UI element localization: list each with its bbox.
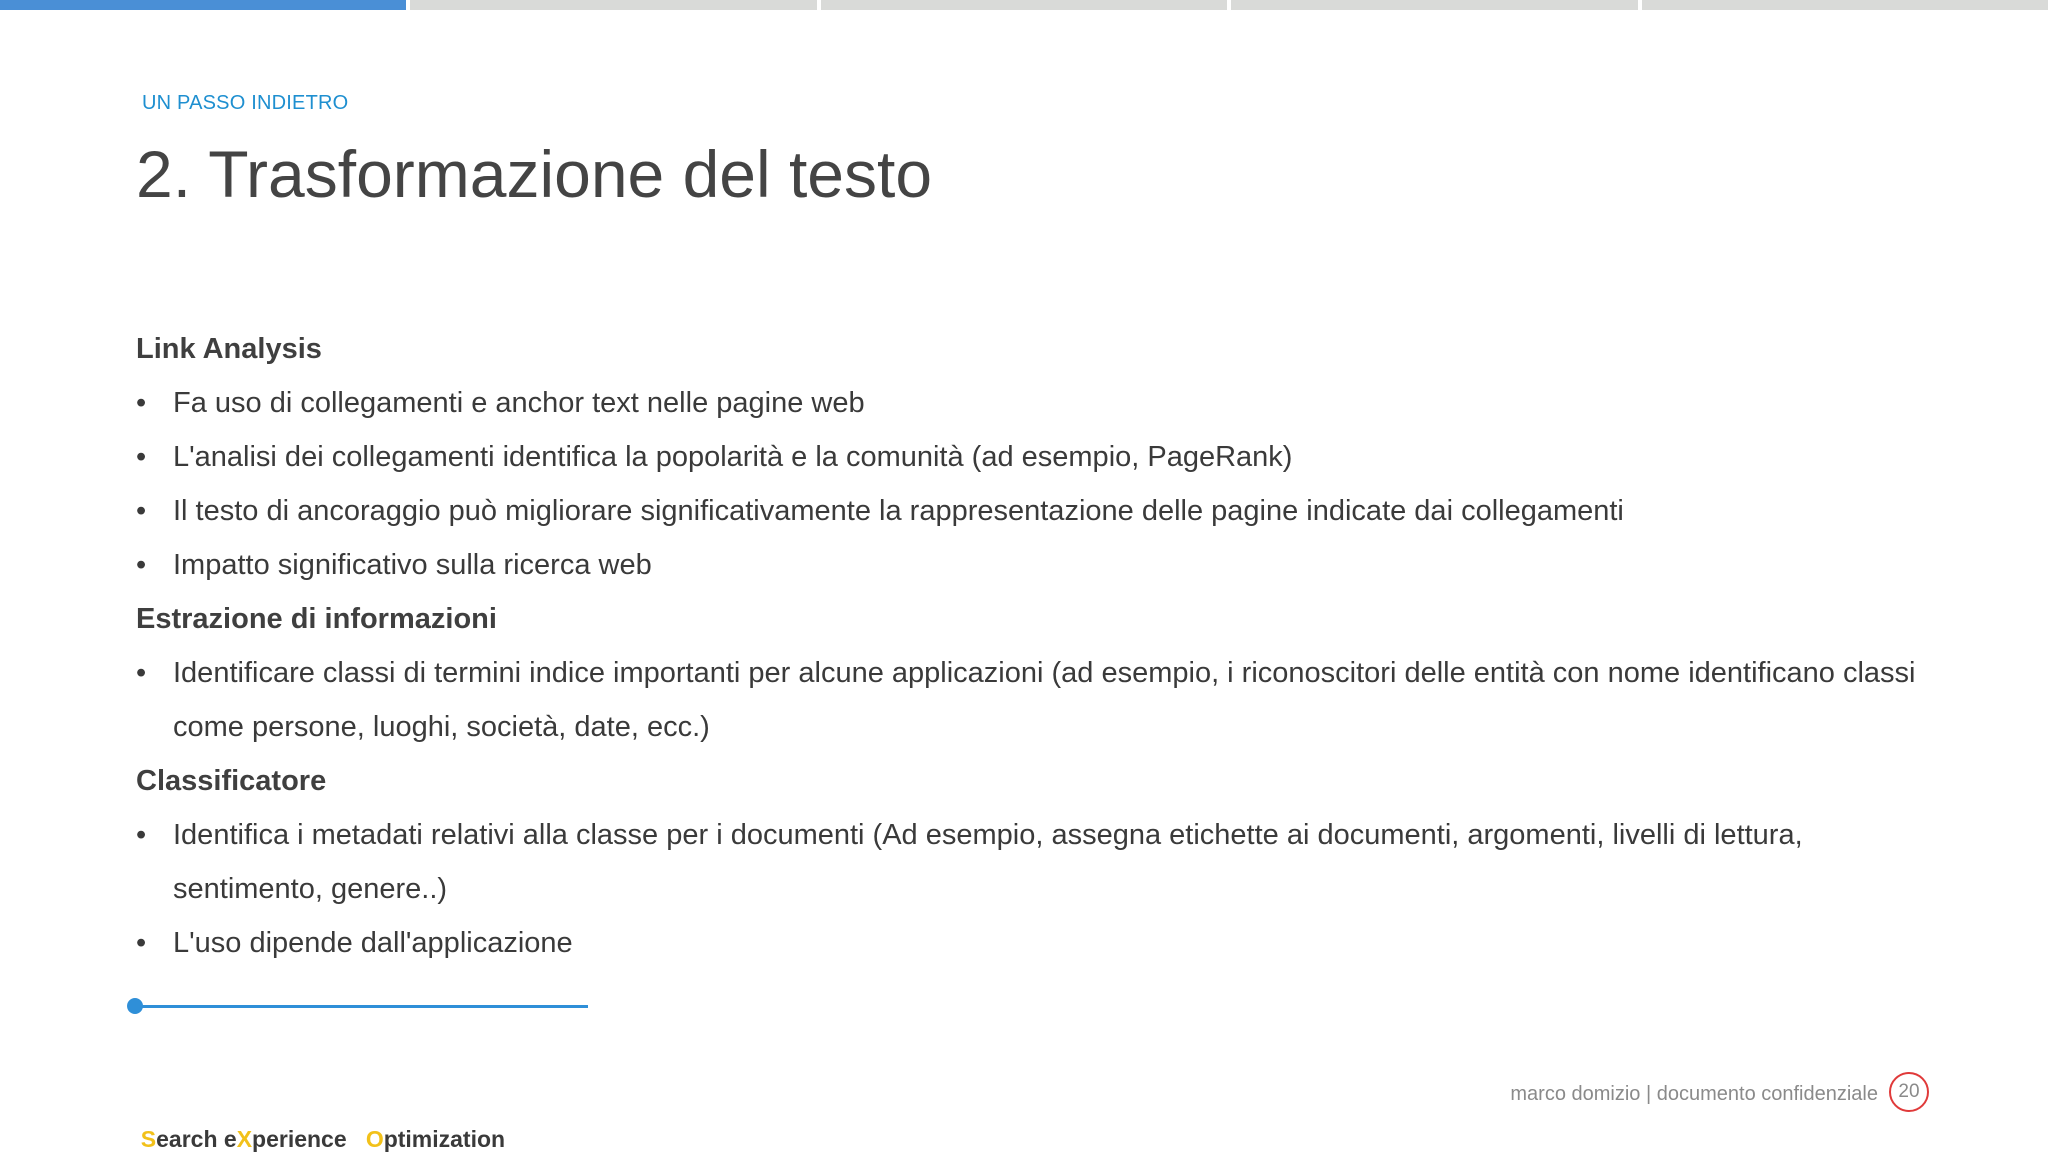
brand-text: perience <box>252 1126 366 1152</box>
progress-segment-1 <box>0 0 406 10</box>
heading-link-analysis: Link Analysis <box>136 333 322 365</box>
slide-title: 2. Trasformazione del testo <box>136 137 933 211</box>
progress-segment-5 <box>1642 0 2048 10</box>
bullet-item: • Il testo di ancoraggio può migliorare significativamente la rappresentazione delle pagine indicate dai collegamenti <box>136 484 1956 538</box>
bullet-item: • Fa uso di collegamenti e anchor text nelle pagine web <box>136 376 1956 430</box>
bullet-item: • Impatto significativo sulla ricerca web <box>136 538 1956 592</box>
section-label: UN PASSO INDIETRO <box>142 92 349 114</box>
accent-bar <box>135 1005 588 1008</box>
brand-text: ptimization <box>383 1126 506 1152</box>
slide-progress-bar <box>0 0 2048 10</box>
slide-content <box>136 322 1956 970</box>
bullet-item: • L'uso dipende dall'applicazione <box>136 916 1956 970</box>
footer-author: marco domizio | documento confidenziale <box>1510 1083 1878 1105</box>
progress-segment-2 <box>410 0 816 10</box>
brand-letter: O <box>365 1126 384 1152</box>
bullet-item: • L'analisi dei collegamenti identifica la popolarità e la comunità (ad esempio, PageRank) <box>136 430 1956 484</box>
heading-estrazione: Estrazione di informazioni <box>136 603 497 635</box>
bullet-item: • Identifica i metadati relativi alla classe per i documenti (Ad esempio, assegna etichette ai documenti, argomenti, livelli di lettura, sentimento, genere..) <box>136 808 1956 916</box>
page-number-badge: 20 <box>1889 1072 1929 1112</box>
brand-letter: X <box>236 1126 253 1152</box>
progress-segment-3 <box>821 0 1227 10</box>
brand-letter: S <box>140 1126 157 1152</box>
brand-text: earch e <box>156 1126 237 1152</box>
bullet-item: • Identificare classi di termini indice importanti per alcune applicazioni (ad esempio, i riconoscitori delle entità con nome identificano classi come persone, luoghi, società, date, ecc.) <box>136 646 1956 754</box>
progress-segment-4 <box>1231 0 1637 10</box>
decorative-accent-line <box>127 1003 588 1009</box>
brand-logo-text <box>128 1099 505 1153</box>
heading-classificatore: Classificatore <box>136 765 327 797</box>
